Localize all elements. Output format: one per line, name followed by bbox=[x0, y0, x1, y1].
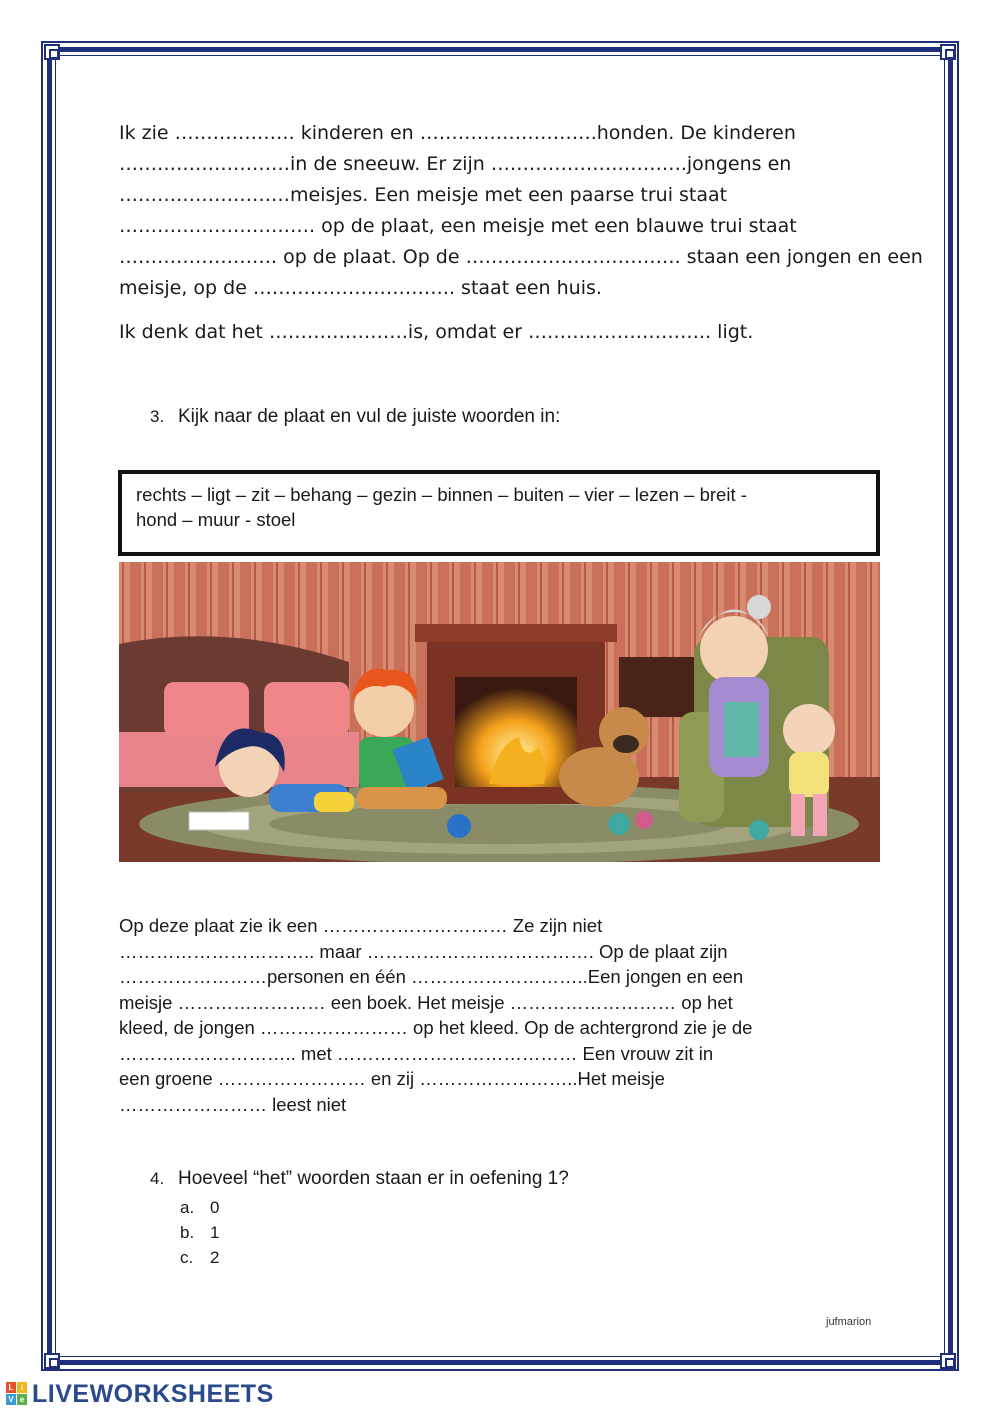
answer-option[interactable] bbox=[180, 1195, 219, 1220]
answer-option[interactable] bbox=[180, 1245, 219, 1270]
option-letter: b. bbox=[180, 1223, 195, 1242]
option-letter: c. bbox=[180, 1248, 194, 1267]
fill-in-line: meisje …………………… een boek. Het meisje ……………………… op het bbox=[119, 991, 733, 1013]
corner-ornament bbox=[44, 1353, 60, 1369]
option-value: 2 bbox=[210, 1248, 220, 1267]
fill-in-paragraph bbox=[119, 913, 889, 1117]
story-line: …………………………. op de plaat, een meisje met een blauwe trui staat bbox=[119, 215, 797, 237]
answer-options bbox=[180, 1195, 219, 1270]
fill-in-line: kleed, de jongen …………………… op het kleed. Op de achtergrond zie je de bbox=[119, 1017, 753, 1038]
fill-in-line: Op deze plaat zie ik een ………………………… Ze zijn niet bbox=[119, 915, 603, 936]
story-line: meisje, op de ………………………….. staat een huis. bbox=[119, 277, 602, 299]
word-bank-line: hond – muur - stoel bbox=[136, 509, 296, 530]
question-number: 3. bbox=[150, 407, 165, 426]
fill-in-line: een groene …………………… en zij ……………………..Het meisje bbox=[119, 1068, 665, 1089]
word-bank-line: rechts – ligt – zit – behang – gezin – binnen – buiten – vier – lezen – breit - bbox=[136, 484, 747, 505]
conclusion-paragraph bbox=[119, 317, 879, 348]
word-bank bbox=[118, 470, 880, 556]
corner-ornament bbox=[940, 1353, 956, 1369]
option-value: 0 bbox=[210, 1198, 220, 1217]
question-3 bbox=[150, 406, 560, 428]
corner-ornament bbox=[44, 44, 60, 60]
story-line: Ik zie ………………. kinderen en ……………………….honden. De kinderen bbox=[119, 122, 796, 144]
fill-in-line: …………………… leest niet bbox=[119, 1093, 347, 1115]
author-credit: jufmarion bbox=[826, 1316, 872, 1328]
story-line: ………………………meisjes. Een meisje met een paarse trui staat bbox=[119, 184, 728, 206]
question-text: Hoeveel “het” woorden staan er in oefening 1? bbox=[178, 1168, 569, 1189]
corner-ornament bbox=[940, 44, 956, 60]
fill-in-line: ……………………….. met ………………………………… Een vrouw zit in bbox=[119, 1042, 714, 1064]
answer-option[interactable] bbox=[180, 1220, 219, 1245]
question-text: Kijk naar de plaat en vul de juiste woorden in: bbox=[178, 406, 561, 427]
question-4 bbox=[150, 1168, 569, 1190]
logo-text: LIVEWORKSHEETS bbox=[32, 1379, 274, 1408]
option-value: 1 bbox=[210, 1223, 220, 1242]
living-room-illustration bbox=[119, 562, 880, 862]
story-line: ………………………in de sneeuw. Er zijn ………………………….jongens en bbox=[119, 153, 792, 175]
conclusion-line: Ik denk dat het ………………….is, omdat er ……………………….. ligt. bbox=[119, 321, 754, 343]
story-paragraph bbox=[119, 118, 923, 304]
option-letter: a. bbox=[180, 1198, 195, 1217]
grandma bbox=[700, 616, 768, 684]
question-number: 4. bbox=[150, 1169, 165, 1188]
logo-icon: L i V e bbox=[6, 1382, 28, 1406]
story-line: ……………………. op de plaat. Op de ……………………………. staan een jongen en een bbox=[119, 246, 923, 268]
toddler bbox=[783, 704, 835, 756]
fill-in-line: ……………………personen en één ………………………..Een jongen en een bbox=[119, 966, 744, 987]
liveworksheets-logo[interactable] bbox=[6, 1381, 274, 1407]
fill-in-line: ………………………….. maar ………………………………. Op de plaat zijn bbox=[119, 940, 728, 962]
